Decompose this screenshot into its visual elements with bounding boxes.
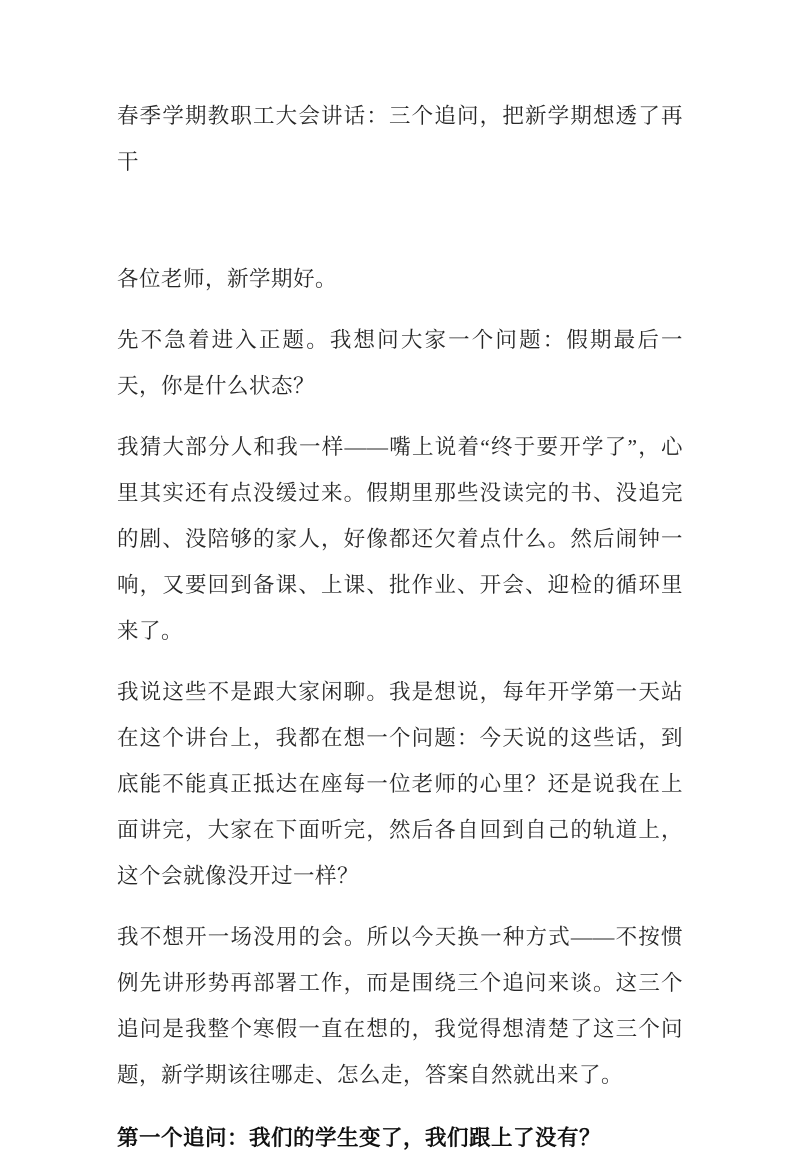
paragraph-opening-question: 先不急着进入正题。我想问大家一个问题：假期最后一天，你是什么状态？ <box>117 328 683 398</box>
paragraph-meeting-reflection: 我说这些不是跟大家闲聊。我是想说，每年开学第一天站在这个讲台上，我都在想一个问题：今天说的这些话，到底能不能真正抵达在座每一位老师的心里？还是说我在上面讲完，大家在下面听完，然后各自回到自己的轨道上，这个会就像没开过一样？ <box>117 680 683 888</box>
paragraph-holiday-state: 我猜大部分人和我一样——嘴上说着“终于要开学了”，心里其实还有点没缓过来。假期里那些没读完的书、没追完的剧、没陪够的家人，好像都还欠着点什么。然后闹钟一响，又要回到备课、上课、批作业、开会、迎检的循环里来了。 <box>117 435 683 643</box>
paragraph-greeting: 各位老师，新学期好。 <box>117 267 338 291</box>
paragraph-three-questions-intro: 我不想开一场没用的会。所以今天换一种方式——不按惯例先讲形势再部署工作，而是围绕三个追问来谈。这三个追问是我整个寒假一直在想的，我觉得想清楚了这三个问题，新学期该往哪走、怎么走，答案自然就出来了。 <box>117 925 683 1087</box>
section-heading-first-question: 第一个追问：我们的学生变了，我们跟上了没有？ <box>117 1126 602 1150</box>
document-title: 春季学期教职工大会讲话：三个追问，把新学期想透了再干 <box>117 104 683 174</box>
